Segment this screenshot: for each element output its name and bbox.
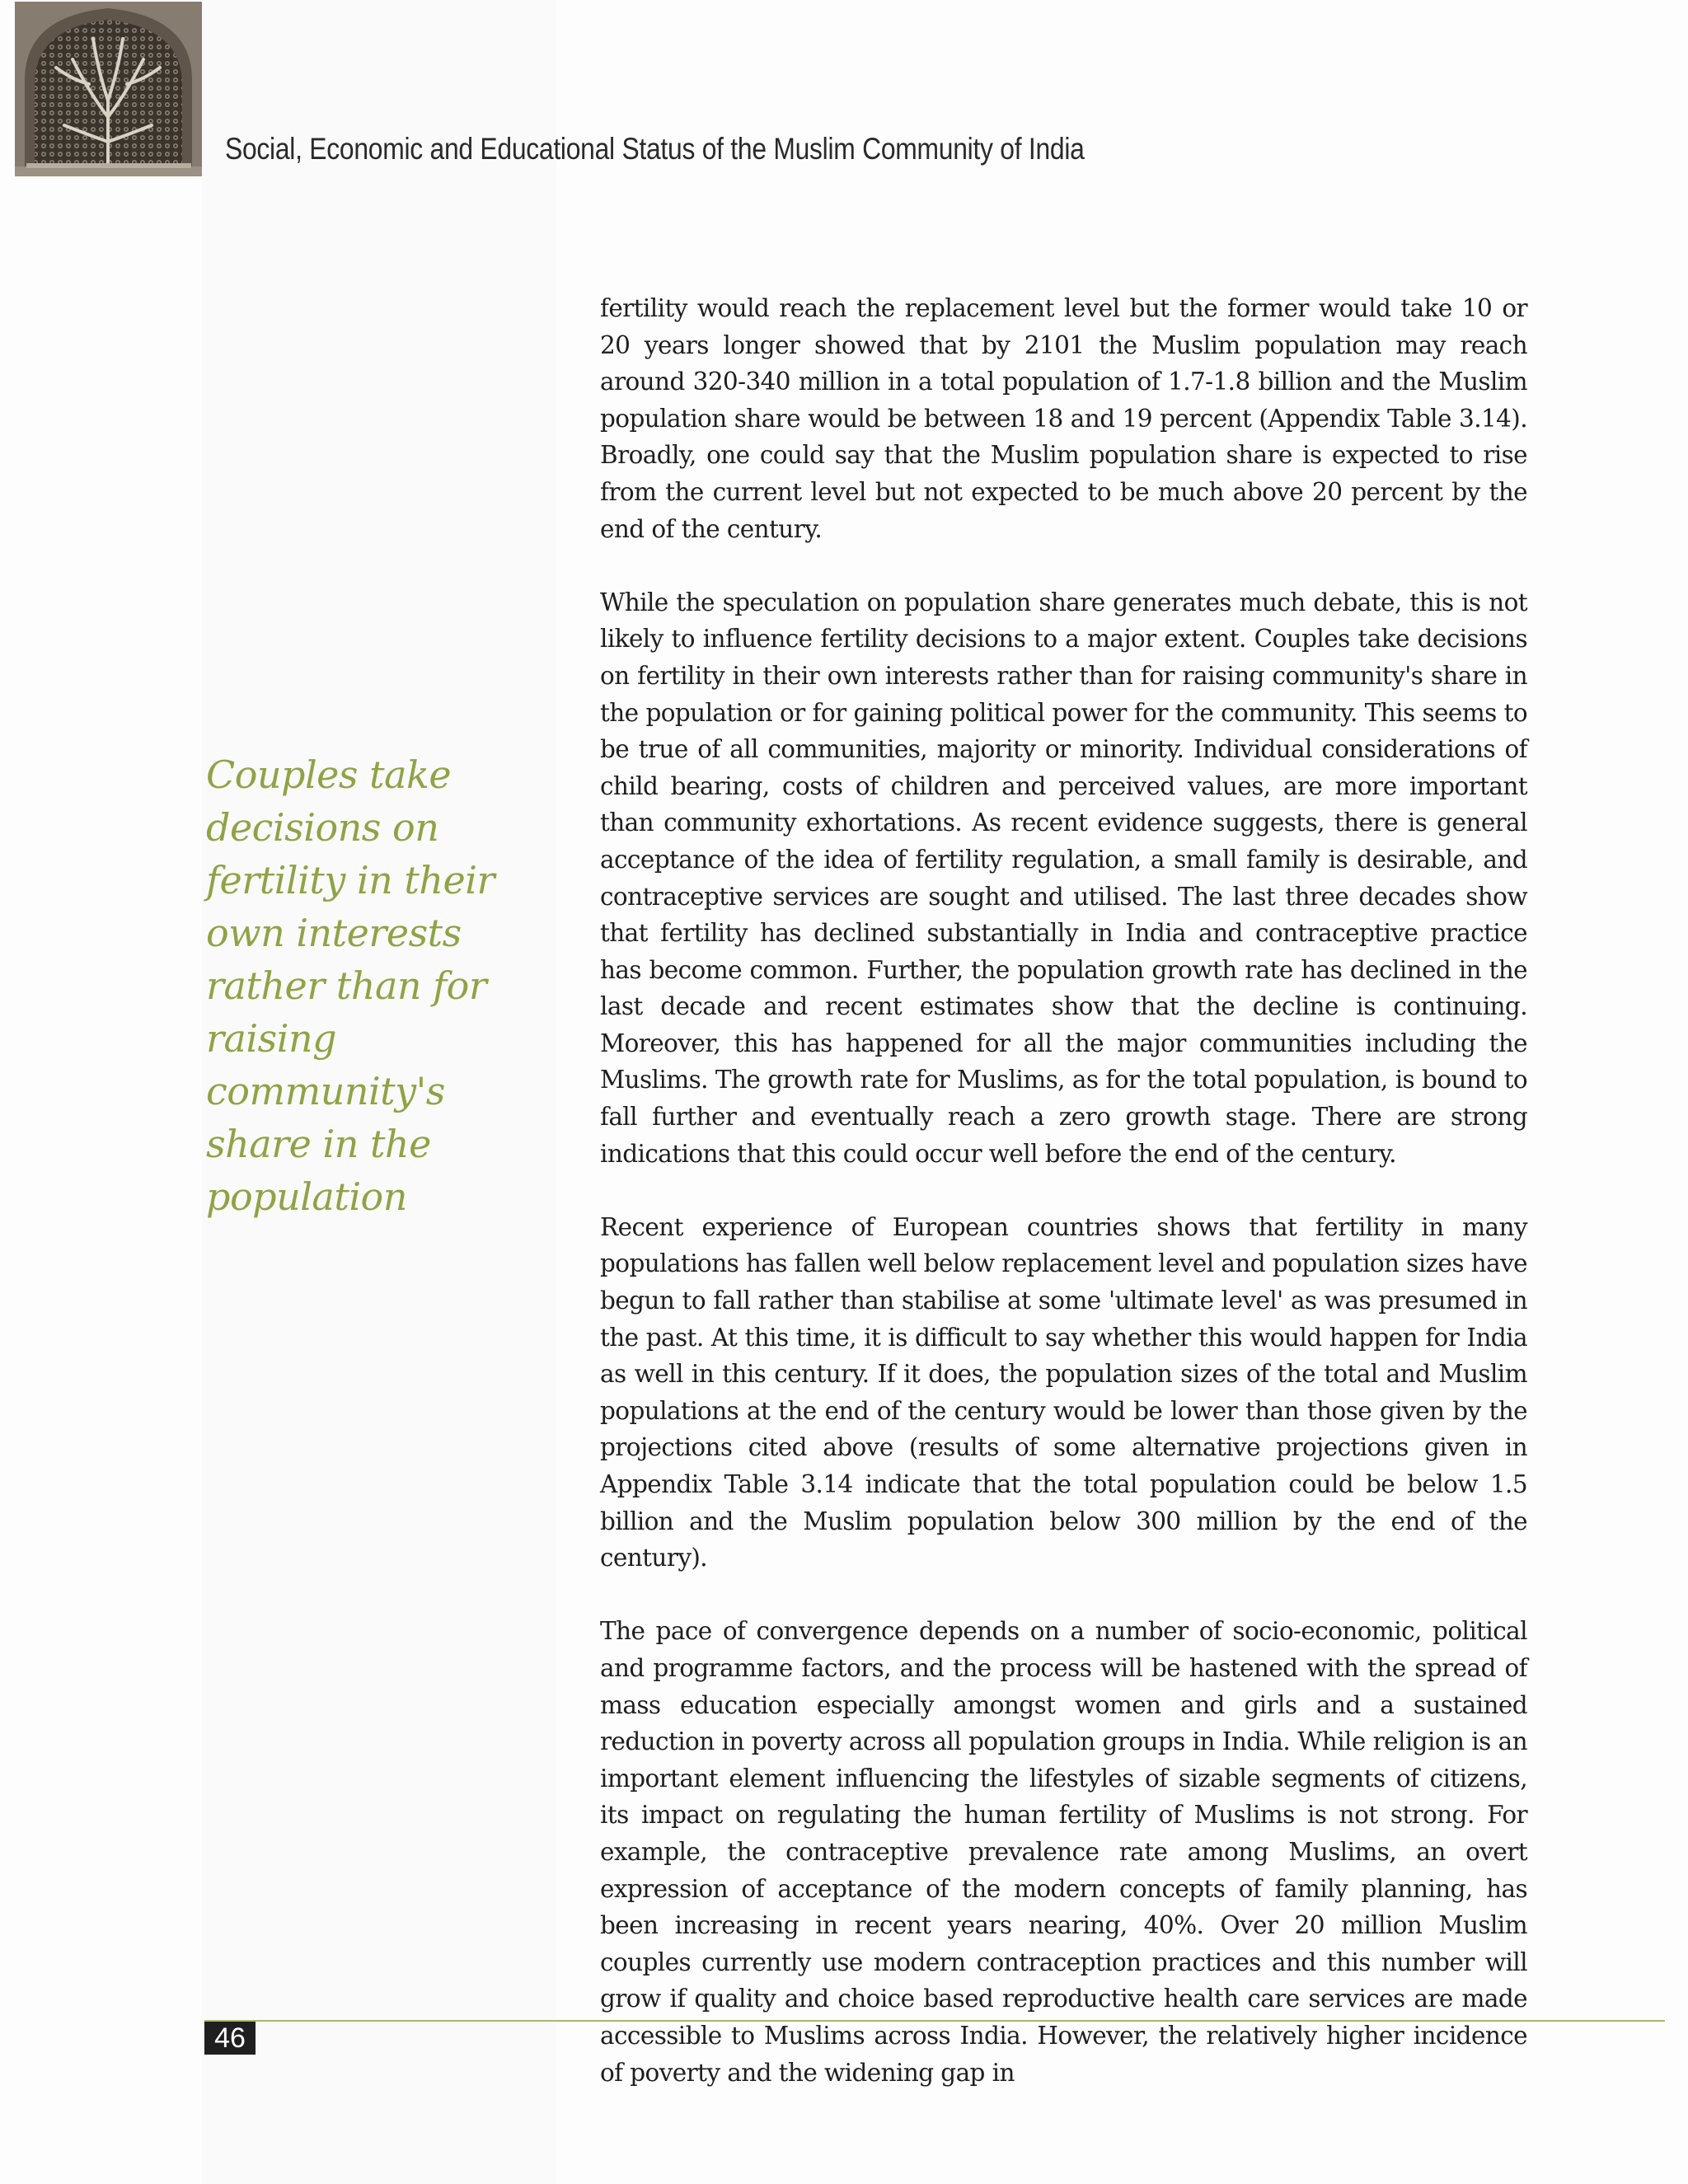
- running-header-title: Social, Economic and Educational Status of the Muslim Community of India: [225, 132, 1085, 166]
- paragraph-4: The pace of convergence depends on a number of socio-economic, political and programme factors, and the process will be hastened with the spread of mass education especially amongst women and girls and a sustained reduction in poverty across all population groups in India. While religion is an important element influencing the lifestyles of sizable segments of citizens, its impact on regulating the human fertility of Muslims is not strong. For example, the contraceptive prevalence rate among Muslims, an overt expression of acceptance of the modern concepts of family planning, has been increasing in recent years nearing, 40%. Over 20 million Muslim couples currently use modern contraception practices and this number will grow if quality and choice based reproductive health care services are made accessible to Muslims across India. However, the relatively higher incidence of poverty and the widening gap in: [600, 1617, 1527, 2087]
- footer-rule: [204, 2020, 1665, 2022]
- paragraph-1: fertility would reach the replacement level but the former would take 10 or 20 years longer showed that by 2101 the Muslim population may reach around 320-340 million in a total population of 1.7-1.8 billion and the Muslim population share would be between 18 and 19 percent (Appendix Table 3.14). Broadly, one could say that the Muslim population share is expected to rise from the current level but not expected to be much above 20 percent by the end of the century.: [600, 294, 1527, 543]
- arched-lattice-window-icon: [15, 2, 202, 176]
- pull-quote: Couples take decisions on fertility in their own interests rather than for raising community's share in the population: [206, 752, 495, 1219]
- paragraph-2: While the speculation on population share generates much debate, this is not likely to influence fertility decisions to a major extent. Couples take decisions on fertility in their own interests rather than for raising community's share in the population or for gaining political power for the community. This seems to be true of all communities, majority or minority. Individual considerations of child bearing, costs of children and perceived values, are more important than community exhortations. As recent evidence suggests, there is general acceptance of the idea of fertility regulation, a small family is desirable, and contraceptive services are sought and utilised. The last three decades show that fertility has declined substantially in India and contraceptive practice has become common. Further, the population growth rate has declined in the last decade and recent estimates show that the decline is continuing. Moreover, this has happened for all the major communities including the Muslims. The growth rate for Muslims, as for the total population, is bound to fall further and eventually reach a zero growth stage. There are strong indications that this could occur well before the end of the century.: [600, 588, 1527, 1168]
- body-text-column: [600, 290, 1527, 2128]
- page-number: 46: [204, 2022, 256, 2055]
- paragraph-3: Recent experience of European countries shows that fertility in many populations has fallen well below replacement level and population sizes have begun to fall rather than stabilise at some 'ultimate level' as was presumed in the past. At this time, it is difficult to say whether this would happen for India as well in this century. If it does, the population sizes of the total and Muslim populations at the end of the century would be lower than those given by the projections cited above (results of some alternative projections given in Appendix Table 3.14 indicate that the total population could be below 1.5 billion and the Muslim population below 300 million by the end of the century).: [600, 1212, 1527, 1572]
